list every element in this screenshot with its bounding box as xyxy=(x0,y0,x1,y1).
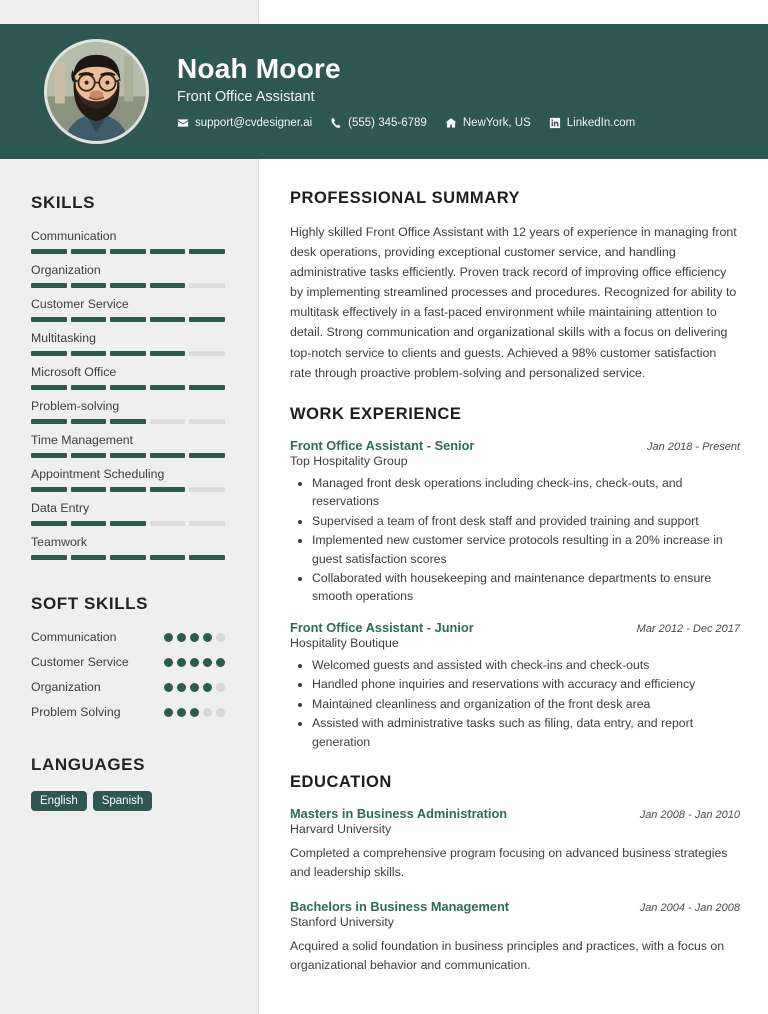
skill-name: Communication xyxy=(31,229,117,243)
envelope-icon xyxy=(177,117,189,129)
skill-level-segment xyxy=(189,487,225,492)
skills-heading: SKILLS xyxy=(31,193,96,212)
skill-name: Problem-solving xyxy=(31,399,120,413)
skill-level-segment xyxy=(71,521,107,526)
contact-phone-text: (555) 345-6789 xyxy=(348,116,427,129)
skill-level-segment xyxy=(189,521,225,526)
contact-phone[interactable] xyxy=(330,117,427,129)
skill-row xyxy=(31,399,227,424)
skill-level-segment xyxy=(71,283,107,288)
skill-level-segment xyxy=(150,385,186,390)
skill-level-segment xyxy=(150,283,186,288)
skill-level-segment xyxy=(189,283,225,288)
skill-level-segment xyxy=(189,419,225,424)
language-tag: English xyxy=(31,791,87,811)
skill-name: Data Entry xyxy=(31,501,90,515)
education-description: Acquired a solid foundation in business principles and practices, with a focus on organizational behavior and communication. xyxy=(290,939,725,973)
rating-dot xyxy=(203,633,212,642)
education-entry-header xyxy=(290,806,740,821)
contact-linkedin-text: LinkedIn.com xyxy=(566,116,636,129)
work-experience-list xyxy=(290,438,740,751)
skill-name: Time Management xyxy=(31,433,134,447)
skill-level-segment xyxy=(110,249,146,254)
languages-heading: LANGUAGES xyxy=(31,754,146,774)
skill-level-segment xyxy=(31,249,67,254)
skill-level-bar xyxy=(31,521,225,526)
skill-row xyxy=(31,365,227,390)
skill-level-segment xyxy=(110,385,146,390)
rating-dot xyxy=(164,658,173,667)
soft-skill-row xyxy=(31,655,225,671)
soft-skill-rating xyxy=(164,655,225,667)
home-icon xyxy=(445,117,457,129)
experience-bullet: • Supervised a team of front desk staff and provided training and support xyxy=(312,512,740,530)
experience-entry xyxy=(290,620,740,751)
linkedin-icon xyxy=(549,117,561,129)
rating-dot xyxy=(190,683,199,692)
education-list xyxy=(290,806,740,975)
skill-level-segment xyxy=(189,317,225,322)
experience-bullet: • Maintained cleanliness and organization of the front desk area xyxy=(312,695,740,713)
contact-linkedin[interactable] xyxy=(549,117,635,129)
skill-level-segment xyxy=(71,317,107,322)
education-entry xyxy=(290,899,740,975)
skill-level-segment xyxy=(71,555,107,560)
skill-name: Organization xyxy=(31,263,101,277)
experience-bullet-list xyxy=(290,656,740,751)
contact-location[interactable] xyxy=(445,117,531,129)
skill-level-segment xyxy=(189,385,225,390)
soft-skill-name: Problem Solving xyxy=(31,704,121,719)
skill-level-segment xyxy=(110,521,146,526)
rating-dot xyxy=(216,683,225,692)
rating-dot xyxy=(164,683,173,692)
skill-level-bar xyxy=(31,555,225,560)
soft-skill-row xyxy=(31,680,225,696)
soft-skill-name: Customer Service xyxy=(31,654,129,669)
skill-row xyxy=(31,331,227,356)
language-tag: Spanish xyxy=(93,791,153,811)
education-degree: Masters in Business Administration xyxy=(290,806,508,821)
work-experience-section xyxy=(290,405,740,751)
skill-level-segment xyxy=(150,453,186,458)
skill-level-bar xyxy=(31,283,225,288)
skill-level-segment xyxy=(71,385,107,390)
soft-skills-heading: SOFT SKILLS xyxy=(31,594,149,613)
skill-row xyxy=(31,297,227,322)
education-section xyxy=(290,773,740,975)
skill-name: Customer Service xyxy=(31,297,129,311)
skill-level-segment xyxy=(150,419,186,424)
skill-level-segment xyxy=(31,453,67,458)
skill-level-segment xyxy=(189,249,225,254)
experience-entry-header xyxy=(290,620,740,635)
skill-name: Teamwork xyxy=(31,535,88,549)
experience-bullet-list xyxy=(290,474,740,606)
skill-level-segment xyxy=(189,555,225,560)
skill-level-segment xyxy=(31,487,67,492)
rating-dot xyxy=(177,633,186,642)
soft-skills-list xyxy=(31,630,227,721)
header-text-block xyxy=(177,54,635,129)
skill-level-segment xyxy=(150,351,186,356)
skills-list xyxy=(31,229,227,560)
contact-list xyxy=(177,117,635,129)
skill-row xyxy=(31,433,227,458)
resume-header xyxy=(0,24,768,159)
skill-level-segment xyxy=(71,351,107,356)
skill-row xyxy=(31,535,227,560)
experience-bullet: • Welcomed guests and assisted with check-ins and check-outs xyxy=(312,656,740,674)
education-degree: Bachelors in Business Management xyxy=(290,899,510,915)
skill-level-segment xyxy=(110,453,146,458)
skill-name: Appointment Scheduling xyxy=(31,467,165,481)
soft-skill-row xyxy=(31,630,225,646)
skill-level-segment xyxy=(110,317,146,322)
professional-summary-text: Highly skilled Front Office Assistant with 12 years of experience in managing front desk operations, providing exceptional customer service, and handling administrative tasks efficiently. Proven track record of improving office efficiency by implementing streamlined processes and procedures. Recognized for ability to multitask effectively in a fast-paced environment while maintaining attention to detail. Strong communication and organizational skills with a focus on delivering top-notch service to clients and guests. Achieved a 98% customer satisfaction rate through proactive problem-solving and personalized service. xyxy=(290,225,737,380)
education-description: Completed a comprehensive program focusing on advanced business strategies and leadership skills. xyxy=(290,846,728,880)
experience-entry-header xyxy=(290,438,740,453)
skill-row xyxy=(31,229,227,254)
rating-dot xyxy=(216,633,225,642)
skill-level-segment xyxy=(150,249,186,254)
soft-skill-rating xyxy=(164,705,225,717)
professional-summary-section xyxy=(290,189,740,383)
soft-skill-row xyxy=(31,705,225,721)
contact-email-text: support@cvdesigner.ai xyxy=(195,116,313,129)
skill-level-segment xyxy=(31,521,67,526)
skill-row xyxy=(31,467,227,492)
rating-dot xyxy=(190,708,199,717)
rating-dot xyxy=(190,633,199,642)
skill-level-segment xyxy=(189,351,225,356)
skill-level-segment xyxy=(110,555,146,560)
skill-level-segment xyxy=(71,249,107,254)
soft-skill-rating xyxy=(164,680,225,692)
skill-level-segment xyxy=(150,317,186,322)
education-entry xyxy=(290,806,740,882)
education-date-range: Jan 2008 - Jan 2010 xyxy=(639,809,740,821)
avatar xyxy=(44,39,149,144)
education-entry-header xyxy=(290,899,740,914)
skill-level-bar xyxy=(31,317,225,322)
experience-job-title: Front Office Assistant - Junior xyxy=(290,619,474,635)
skill-row xyxy=(31,263,227,288)
skill-level-bar xyxy=(31,385,225,390)
job-role-subtitle: Front Office Assistant xyxy=(177,88,315,105)
skill-level-segment xyxy=(189,453,225,458)
skill-level-segment xyxy=(150,555,186,560)
contact-email[interactable] xyxy=(177,117,312,129)
experience-bullet: • Implemented new customer service protocols resulting in a 20% increase in guest satisfaction scores xyxy=(312,531,740,568)
skill-level-bar xyxy=(31,453,225,458)
skill-level-bar xyxy=(31,249,225,254)
skill-level-segment xyxy=(31,283,67,288)
skill-level-segment xyxy=(150,521,186,526)
experience-company: Top Hospitality Group xyxy=(290,453,408,468)
skill-level-segment xyxy=(31,419,67,424)
skill-level-segment xyxy=(71,487,107,492)
rating-dot xyxy=(216,708,225,717)
main-content xyxy=(259,159,768,997)
skill-level-bar xyxy=(31,419,225,424)
skill-level-bar xyxy=(31,487,225,492)
skill-level-segment xyxy=(31,555,67,560)
experience-bullet: • Collaborated with housekeeping and maintenance departments to ensure smooth operations xyxy=(312,569,740,606)
skill-row xyxy=(31,501,227,526)
education-date-range: Jan 2004 - Jan 2008 xyxy=(639,902,740,915)
rating-dot xyxy=(164,633,173,642)
skill-name: Multitasking xyxy=(31,331,96,345)
education-school: Harvard University xyxy=(290,822,392,836)
rating-dot xyxy=(177,683,186,692)
experience-entry xyxy=(290,438,740,606)
soft-skill-name: Organization xyxy=(31,679,101,694)
experience-bullet: • Assisted with administrative tasks such as filing, data entry, and report generation xyxy=(312,714,740,751)
skill-level-segment xyxy=(110,487,146,492)
professional-summary-heading: PROFESSIONAL SUMMARY xyxy=(290,189,521,207)
skill-level-segment xyxy=(150,487,186,492)
skill-level-segment xyxy=(71,419,107,424)
experience-job-title: Front Office Assistant - Senior xyxy=(290,437,475,453)
rating-dot xyxy=(164,708,173,717)
skill-level-bar xyxy=(31,351,225,356)
experience-bullet: • Handled phone inquiries and reservations with accuracy and efficiency xyxy=(312,675,740,693)
soft-skill-rating xyxy=(164,630,225,642)
skill-name: Microsoft Office xyxy=(31,365,117,379)
education-school: Stanford University xyxy=(290,915,394,930)
rating-dot xyxy=(216,658,225,667)
sidebar xyxy=(0,159,258,811)
skill-level-segment xyxy=(110,419,146,424)
rating-dot xyxy=(177,658,186,667)
phone-icon xyxy=(330,117,342,129)
skill-level-segment xyxy=(31,317,67,322)
page-title: Noah Moore xyxy=(177,53,341,85)
rating-dot xyxy=(203,658,212,667)
experience-date-range: Jan 2018 - Present xyxy=(647,440,740,453)
languages-list xyxy=(31,791,227,811)
rating-dot xyxy=(203,683,212,692)
soft-skill-name: Communication xyxy=(31,630,117,644)
education-heading: EDUCATION xyxy=(290,773,392,791)
experience-company: Hospitality Boutique xyxy=(290,635,399,650)
skill-level-segment xyxy=(71,453,107,458)
rating-dot xyxy=(177,708,186,717)
skill-level-segment xyxy=(110,351,146,356)
work-experience-heading: WORK EXPERIENCE xyxy=(290,404,462,423)
skill-level-segment xyxy=(31,351,67,356)
skill-level-segment xyxy=(31,385,67,390)
experience-bullet: • Managed front desk operations including check-ins, check-outs, and reservations xyxy=(312,474,740,511)
contact-location-text: NewYork, US xyxy=(462,116,531,129)
rating-dot xyxy=(190,658,199,667)
experience-date-range: Mar 2012 - Dec 2017 xyxy=(636,622,740,635)
skill-level-segment xyxy=(110,283,146,288)
rating-dot xyxy=(203,708,212,717)
